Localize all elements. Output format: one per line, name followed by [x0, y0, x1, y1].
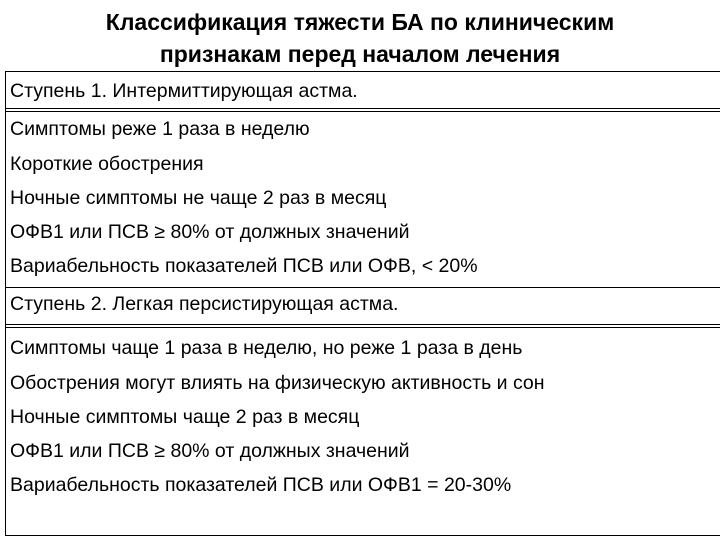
slide-title [0, 6, 720, 70]
step-1-criterion: ОФВ1 или ПСВ ≥ 80% от должных значений [10, 221, 410, 243]
step-1-heading: Ступень 1. Интермиттирующая астма. [10, 80, 358, 102]
step-2-criterion: Симптомы чаще 1 раза в неделю, но реже 1 раза в день [10, 337, 523, 359]
step-1-criterion: Симптомы реже 1 раза в неделю [10, 118, 310, 140]
step-1-criterion: Вариабельность показателей ПСВ или ОФВ, < 20% [10, 255, 478, 277]
step-2-criterion: Ночные симптомы чаще 2 раз в месяц [10, 406, 360, 428]
step-1-criterion: Ночные симптомы не чаще 2 раз в месяц [10, 187, 387, 209]
step-2-criterion: Вариабельность показателей ПСВ или ОФВ1 = 20-30% [10, 474, 512, 496]
step-1-heading-row [6, 72, 720, 112]
step-1-criteria [6, 112, 720, 288]
classification-table [5, 71, 720, 536]
step-1-criterion: Короткие обострения [10, 153, 204, 175]
slide-title-line-2: признакам перед началом лечения [159, 41, 561, 67]
slide-title-line-1: Классификация тяжести БА по клиническим [105, 9, 615, 35]
step-2-criteria [6, 328, 720, 535]
step-2-heading: Ступень 2. Легкая персистирующая астма. [10, 293, 399, 315]
step-2-criterion: Обострения могут влиять на физическую активность и сон [10, 372, 545, 394]
step-2-heading-row [6, 288, 720, 328]
step-2-criterion: ОФВ1 или ПСВ ≥ 80% от должных значений [10, 440, 410, 462]
